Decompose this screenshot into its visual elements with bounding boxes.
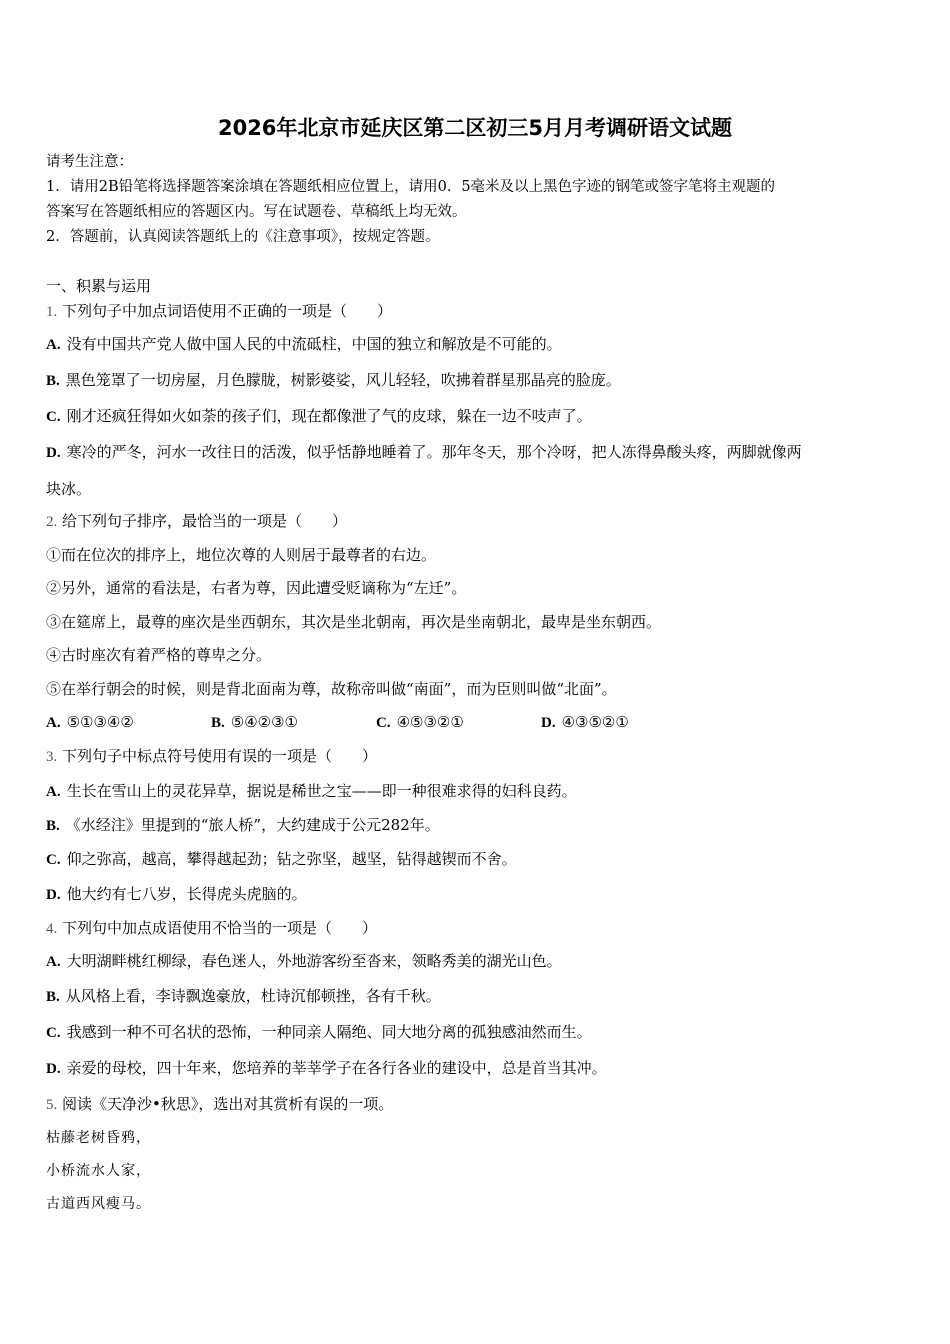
question-2-option-b bbox=[211, 712, 376, 733]
option-label: A. bbox=[46, 784, 61, 800]
option-text: 没有中国共产党人做中国人民的中流砥柱，中国的独立和解放是不可能的。 bbox=[66, 335, 562, 353]
question-text: 给下列句子排序，最恰当的一项是（ ） bbox=[62, 512, 348, 530]
option-text: ⑤①③④② bbox=[66, 713, 134, 731]
question-2-sentence-1: ①而在位次的排序上，地位次尊的人则居于最尊者的右边。 bbox=[46, 546, 437, 564]
option-label: B. bbox=[46, 818, 60, 834]
option-text: ⑤④②③① bbox=[230, 713, 299, 731]
question-4-option-b bbox=[46, 986, 441, 1007]
option-label: C. bbox=[46, 852, 61, 868]
question-number: 3. bbox=[46, 749, 58, 765]
question-2-option-d bbox=[541, 712, 706, 733]
question-3-stem bbox=[46, 746, 377, 767]
option-label: C. bbox=[46, 409, 61, 425]
question-text: 下列句中加点成语使用不恰当的一项是（ ） bbox=[62, 919, 378, 937]
question-2-sentence-2: ②另外，通常的看法是，右者为尊，因此遭受贬谪称为“左迁”。 bbox=[46, 579, 467, 597]
question-4-stem bbox=[46, 918, 377, 939]
notice-item-2: 2．答题前，认真阅读答题纸上的《注意事项》，按规定答题。 bbox=[46, 229, 440, 245]
question-number: 5. bbox=[46, 1097, 58, 1113]
option-text: 我感到一种不可名状的恐怖，一种同亲人隔绝、同大地分离的孤独感油然而生。 bbox=[66, 1023, 592, 1041]
poem-line-2: 小桥流水人家， bbox=[46, 1163, 151, 1179]
poem-line-1: 枯藤老树昏鸦， bbox=[46, 1130, 151, 1146]
option-text: 刚才还疯狂得如火如荼的孩子们，现在都像泄了气的皮球，躲在一边不吱声了。 bbox=[66, 407, 592, 425]
question-3-option-d bbox=[46, 884, 307, 905]
question-2-sentence-4: ④古时座次有着严格的尊卑之分。 bbox=[46, 646, 272, 664]
option-label: B. bbox=[211, 715, 225, 731]
question-text: 下列句子中标点符号使用有误的一项是（ ） bbox=[62, 747, 378, 765]
section-heading: 一、积累与运用 bbox=[46, 277, 152, 295]
notice-heading: 请考生注意： bbox=[46, 154, 133, 170]
option-text: 亲爱的母校，四十年来，您培养的莘莘学子在各行各业的建设中，总是首当其冲。 bbox=[66, 1059, 607, 1077]
option-text: 大明湖畔桃红柳绿，春色迷人，外地游客纷至沓来，领略秀美的湖光山色。 bbox=[66, 952, 562, 970]
question-2-option-c bbox=[376, 712, 541, 733]
question-1-option-b bbox=[46, 370, 621, 391]
option-text: 黑色笼罩了一切房屋，月色朦胧，树影婆娑，风儿轻轻，吹拂着群星那晶亮的脸庞。 bbox=[65, 371, 621, 389]
question-text: 下列句子中加点词语使用不正确的一项是（ ） bbox=[62, 302, 393, 320]
question-3-option-b bbox=[46, 815, 440, 836]
question-2-options bbox=[46, 712, 706, 733]
page-title: 2026年北京市延庆区第二区初三5月月考调研语文试题 bbox=[217, 116, 733, 140]
option-text: 仰之弥高，越高，攀得越起劲；钻之弥坚，越坚，钻得越锲而不舍。 bbox=[66, 850, 517, 868]
option-label: C. bbox=[376, 715, 391, 731]
option-label: D. bbox=[46, 445, 61, 461]
option-label: D. bbox=[46, 887, 61, 903]
option-text: 他大约有七八岁，长得虎头虎脑的。 bbox=[66, 885, 307, 903]
question-5-stem bbox=[46, 1094, 393, 1115]
option-label: A. bbox=[46, 715, 61, 731]
option-text: 生长在雪山上的灵花异草，据说是稀世之宝——即一种很难求得的妇科良药。 bbox=[66, 782, 577, 800]
option-label: B. bbox=[46, 373, 60, 389]
question-number: 1. bbox=[46, 304, 58, 320]
option-label: C. bbox=[46, 1025, 61, 1041]
question-2-stem bbox=[46, 511, 347, 532]
question-1-option-d bbox=[46, 442, 802, 463]
question-2-sentence-5: ⑤在举行朝会的时候，则是背北面南为尊，故称帝叫做“南面”，而为臣则叫做“北面”。 bbox=[46, 680, 617, 698]
option-text: 《水经注》里提到的“旅人桥”，大约建成于公元282年。 bbox=[65, 816, 440, 834]
option-text: 从风格上看，李诗飘逸豪放，杜诗沉郁顿挫，各有千秋。 bbox=[65, 987, 441, 1005]
option-label: A. bbox=[46, 954, 61, 970]
option-text: ④③⑤②① bbox=[561, 713, 629, 731]
question-4-option-c bbox=[46, 1022, 592, 1043]
question-number: 2. bbox=[46, 514, 58, 530]
question-1-stem bbox=[46, 301, 392, 322]
question-4-option-d bbox=[46, 1058, 607, 1079]
question-3-option-a bbox=[46, 781, 577, 802]
option-label: D. bbox=[46, 1061, 61, 1077]
option-text: 寒冷的严冬，河水一改往日的活泼，似乎恬静地睡着了。那年冬天，那个冷呀，把人冻得鼻酸头疼，两脚就像两 bbox=[66, 443, 802, 461]
question-3-option-c bbox=[46, 849, 517, 870]
notice-item-1-cont: 答案写在答题纸相应的答题区内。写在试题卷、草稿纸上均无效。 bbox=[46, 204, 467, 220]
option-text: ④⑤③②① bbox=[396, 713, 464, 731]
question-1-option-d-cont: 块冰。 bbox=[46, 480, 92, 498]
question-2-sentence-3: ③在筵席上，最尊的座次是坐西朝东，其次是坐北朝南，再次是坐南朝北，最卑是坐东朝西。 bbox=[46, 613, 662, 631]
question-4-option-a bbox=[46, 951, 562, 972]
option-label: B. bbox=[46, 989, 60, 1005]
question-2-option-a bbox=[46, 712, 211, 733]
question-1-option-a bbox=[46, 334, 562, 355]
question-number: 4. bbox=[46, 921, 58, 937]
notice-item-1: 1．请用2B铅笔将选择题答案涂填在答题纸相应位置上，请用0．5毫米及以上黑色字迹的钢笔或签字笔将主观题的 bbox=[46, 179, 776, 195]
option-label: D. bbox=[541, 715, 556, 731]
option-label: A. bbox=[46, 337, 61, 353]
question-text: 阅读《天净沙•秋思》，选出对其赏析有误的一项。 bbox=[62, 1095, 394, 1113]
question-1-option-c bbox=[46, 406, 592, 427]
poem-line-3: 古道西风瘦马。 bbox=[46, 1196, 151, 1212]
